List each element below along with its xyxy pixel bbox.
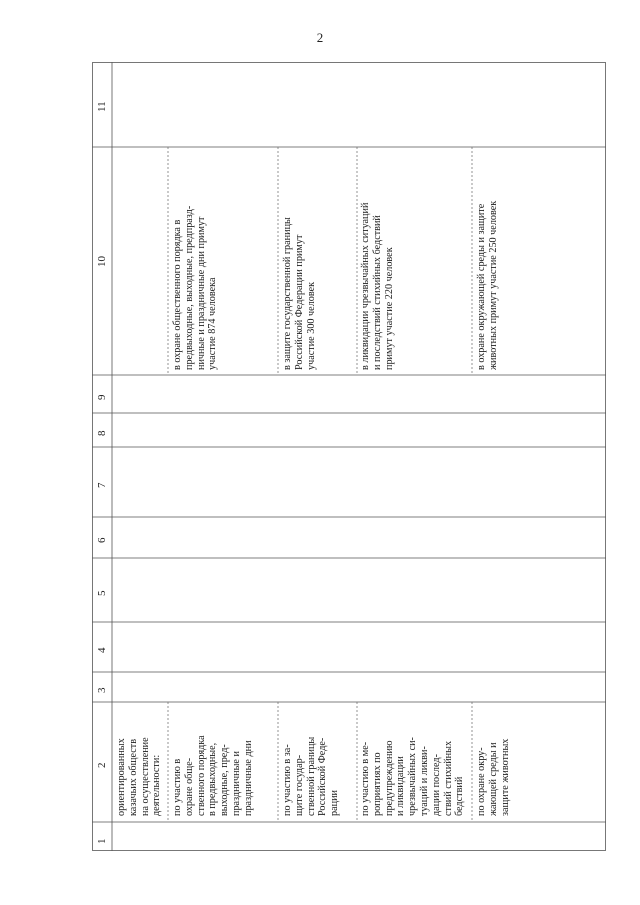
cell-line: охране обще- (183, 757, 195, 816)
cell-line: в охране окружающей среды и защите (476, 203, 487, 370)
column-header-9: 9 (96, 394, 108, 400)
cell-line: по участию в ме- (360, 741, 371, 816)
column-header-11: 11 (96, 101, 108, 112)
cell-line: и ликвидации (395, 756, 407, 816)
cell-row1-col2 (172, 735, 255, 816)
cell-line: по охране окру- (476, 747, 487, 816)
column-header-7: 7 (96, 482, 108, 488)
cell-line: Российской Федерации примут (293, 234, 305, 370)
cell-line: бедствий (454, 776, 466, 816)
column-header-10: 10 (96, 256, 108, 267)
cell-line: участие 300 человек (305, 281, 317, 370)
cell-line: ственного порядка (195, 735, 207, 816)
cell-line: выходные, пред- (219, 744, 231, 816)
cell-line: Российской Феде- (317, 737, 329, 816)
cell-line: праздничные и (230, 751, 242, 816)
cell-line: казачьих обществ (127, 739, 139, 816)
cell-row0-col2 (116, 737, 163, 816)
cell-line: ориентированных (116, 738, 127, 816)
table-grid (92, 62, 606, 851)
cell-row4-col2 (476, 739, 511, 816)
cell-line: животных примут участие 250 человек (487, 200, 499, 370)
cell-line: праздничные дни (242, 740, 254, 816)
cell-line: в защите государственной границы (282, 217, 293, 370)
column-header-4: 4 (96, 647, 108, 653)
column-header-1: 1 (96, 838, 108, 844)
cell-line: ствий стихийных (442, 740, 454, 816)
cell-row1-col10 (172, 206, 219, 370)
cell-line: в охране общественного порядка в (172, 219, 183, 370)
data-table (92, 62, 606, 851)
cell-line: дации послед- (430, 754, 442, 816)
cell-line: ничные и праздничные дни примут (195, 216, 207, 370)
cell-line: щите государ- (293, 754, 305, 816)
cell-line: на осуществление (139, 737, 151, 816)
cell-row3-col2 (360, 737, 466, 816)
cell-row2-col10 (282, 217, 317, 370)
cell-line: жающей среды и (487, 742, 499, 816)
cell-line: примут участие 220 человек (383, 247, 395, 370)
column-header-2: 2 (96, 762, 108, 768)
cell-line: защите животных (499, 738, 511, 816)
cell-row4-col10 (476, 201, 500, 370)
cell-line: предупреждению (383, 740, 395, 816)
cell-line: роприятиях по (371, 752, 383, 816)
column-header-6: 6 (96, 537, 108, 543)
page-number: 2 (316, 30, 324, 45)
cell-line: в предвыходные, (207, 742, 219, 816)
cell-line: по участию в за- (282, 744, 293, 816)
column-header-8: 8 (96, 430, 108, 436)
cell-line: туаций и ликви- (418, 746, 430, 816)
cell-line: ственной границы (305, 736, 317, 816)
cell-line: участие 874 человека (207, 277, 219, 370)
cell-line: деятельности: (151, 754, 163, 816)
cell-line: и последствий стихийных бедствий (371, 215, 383, 370)
cell-row2-col2 (282, 737, 341, 816)
cell-row3-col10 (360, 203, 395, 370)
cell-line: чрезвычайных си- (407, 737, 419, 816)
cell-line: предвыходные, выходные, предпразд- (183, 205, 195, 370)
column-header-5: 5 (96, 590, 108, 596)
cell-line: в ликвидации чрезвычайных ситуаций (360, 202, 371, 370)
column-header-3: 3 (96, 687, 108, 693)
cell-line: рации (329, 790, 341, 816)
cell-line: по участию в (172, 758, 183, 816)
